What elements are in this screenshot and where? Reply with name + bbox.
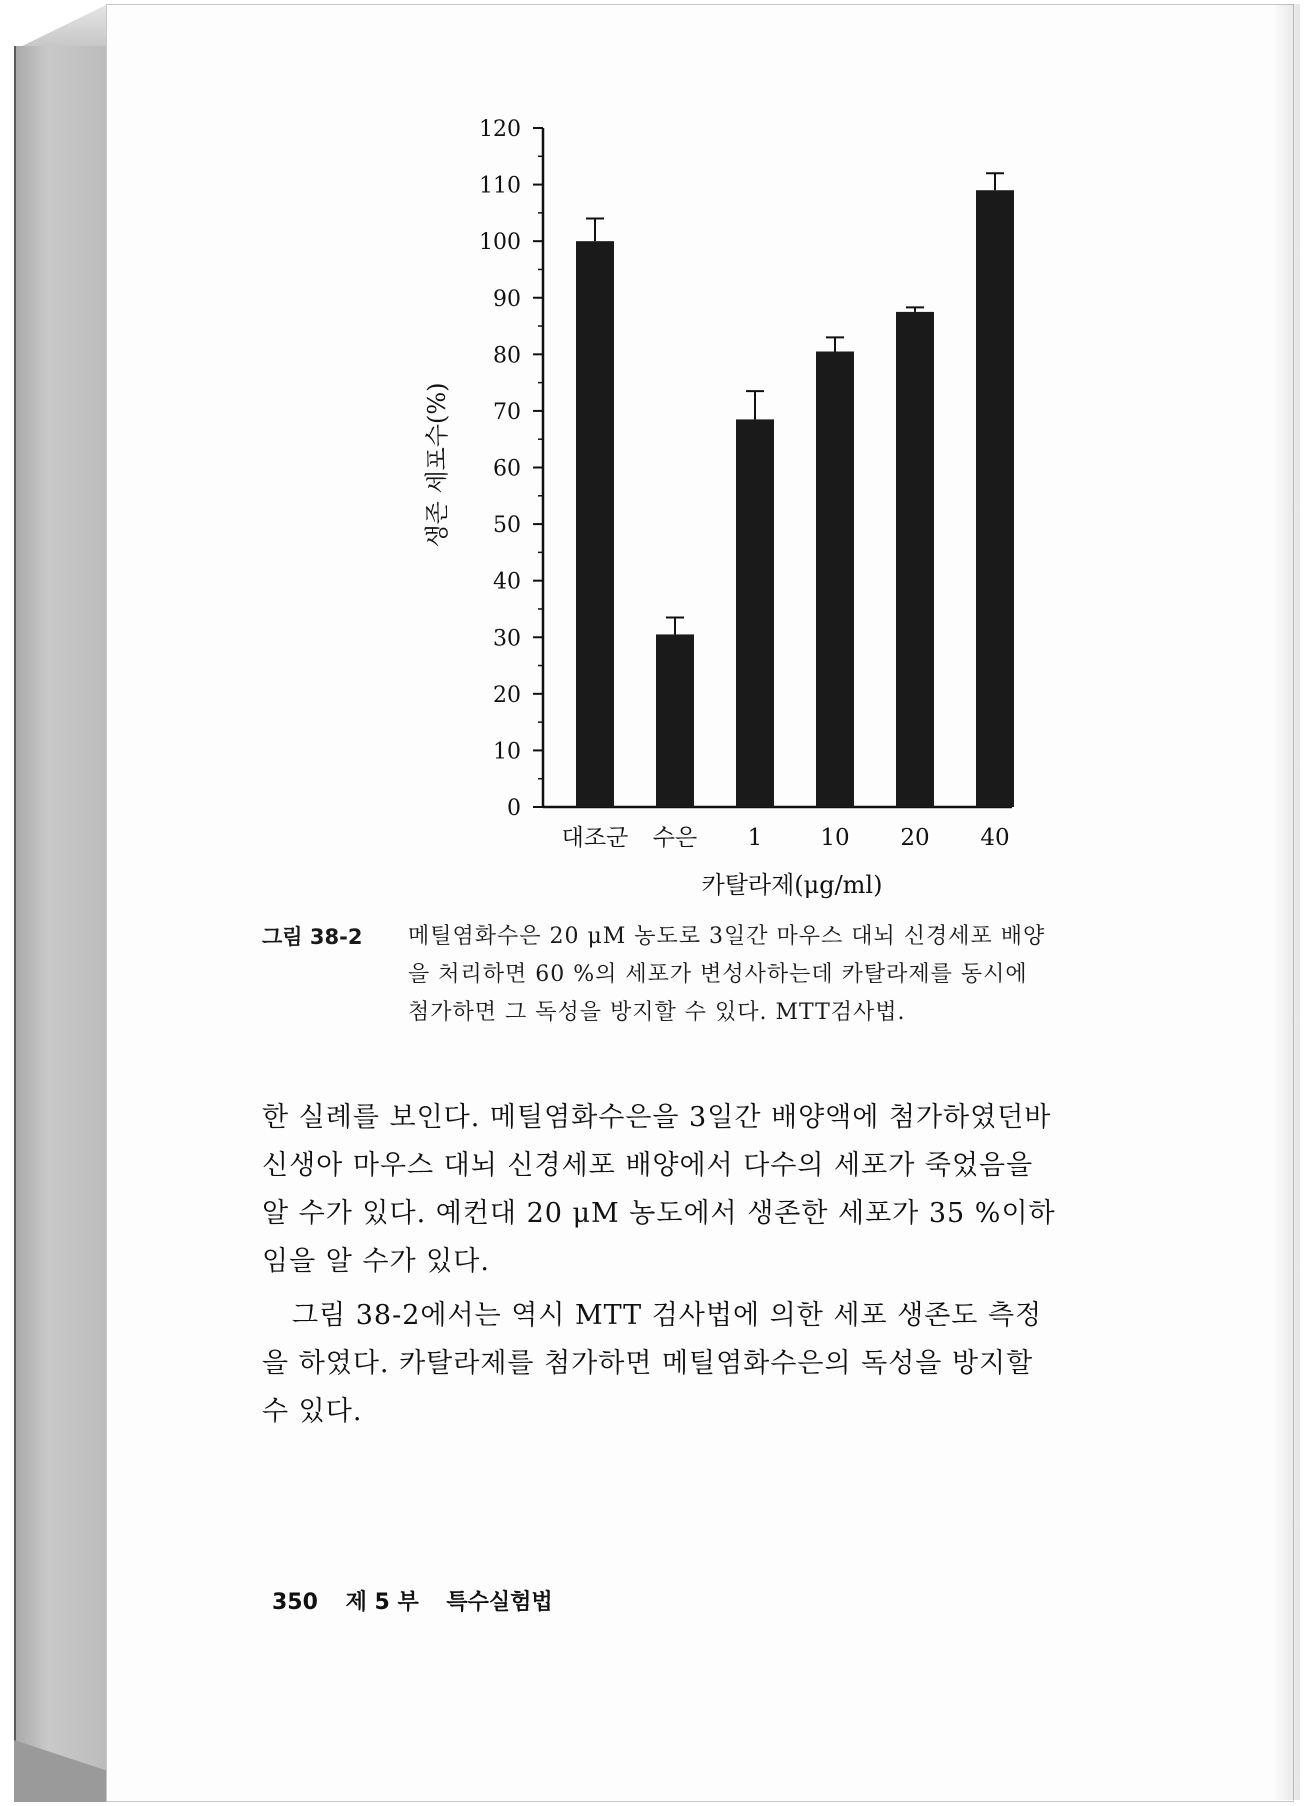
text-line: 알 수가 있다. 예컨대 20 μM 농도에서 생존한 세포가 35 %이하 <box>262 1198 1056 1229</box>
caption-line: 을 처리하면 60 %의 세포가 변성사하는데 카탈라제를 동시에 <box>408 962 1028 987</box>
figure-label: 그림 38-2 <box>262 925 363 949</box>
y-axis-label: 생존 세포수(%) <box>423 382 451 548</box>
bar <box>976 190 1014 807</box>
book-top-edge <box>14 4 108 50</box>
bar <box>576 241 614 807</box>
bar-chart <box>400 110 1060 910</box>
text-line: 한 실례를 보인다. 메틸염화수은을 3일간 배양액에 첨가하였던바 <box>262 1102 1052 1133</box>
text-line: 을 하였다. 카탈라제를 첨가하면 메틸염화수은의 독성을 방지할 <box>262 1348 1034 1379</box>
bar <box>736 419 774 807</box>
caption-line: 첨가하면 그 독성을 방지할 수 있다. MTT검사법. <box>408 1000 906 1025</box>
body-text <box>262 1094 1167 1436</box>
y-tick-label: 90 <box>493 286 521 312</box>
bar <box>656 634 694 807</box>
y-tick-label: 60 <box>493 456 521 482</box>
x-tick-label: 수은 <box>652 825 698 851</box>
y-tick-label: 50 <box>493 513 521 539</box>
y-tick-label: 10 <box>493 739 521 765</box>
bar <box>896 312 934 807</box>
y-tick-label: 120 <box>479 117 521 142</box>
page-edge-shadow <box>1272 4 1300 1800</box>
y-tick-label: 0 <box>507 796 521 821</box>
text-line: 수 있다. <box>262 1396 363 1427</box>
figure-caption <box>262 918 1182 1032</box>
page-number: 350 <box>272 1590 318 1615</box>
caption-line: 메틸염화수은 20 μM 농도로 3일간 마우스 대뇌 신경세포 배양 <box>408 924 1046 949</box>
page-footer <box>272 1585 573 1616</box>
text-line: 신생아 마우스 대뇌 신경세포 배양에서 다수의 세포가 죽었음을 <box>262 1150 1034 1181</box>
paragraph <box>262 1292 1167 1436</box>
paragraph <box>262 1094 1167 1286</box>
y-tick-label: 20 <box>493 682 521 708</box>
y-tick-label: 30 <box>493 626 521 652</box>
chapter-title: 특수실험법 <box>446 1590 553 1615</box>
bar <box>816 352 854 807</box>
x-axis-label: 카탈라제(μg/ml) <box>701 871 883 899</box>
book-spine <box>14 46 108 1790</box>
x-tick-label: 대조군 <box>561 825 629 851</box>
y-tick-label: 40 <box>493 569 521 595</box>
text-line: 그림 38-2에서는 역시 MTT 검사법에 의한 세포 생존도 측정 <box>292 1300 1043 1331</box>
x-tick-label: 20 <box>900 825 930 851</box>
y-tick-label: 80 <box>493 343 521 369</box>
y-tick-label: 100 <box>479 230 521 256</box>
x-tick-label: 10 <box>820 825 850 851</box>
y-tick-label: 70 <box>493 399 521 425</box>
x-tick-label: 1 <box>747 825 763 851</box>
y-tick-label: 110 <box>479 173 521 199</box>
text-line: 임을 알 수가 있다. <box>262 1246 490 1277</box>
part-label: 제 5 부 <box>345 1590 419 1615</box>
x-tick-label: 40 <box>980 825 1010 851</box>
